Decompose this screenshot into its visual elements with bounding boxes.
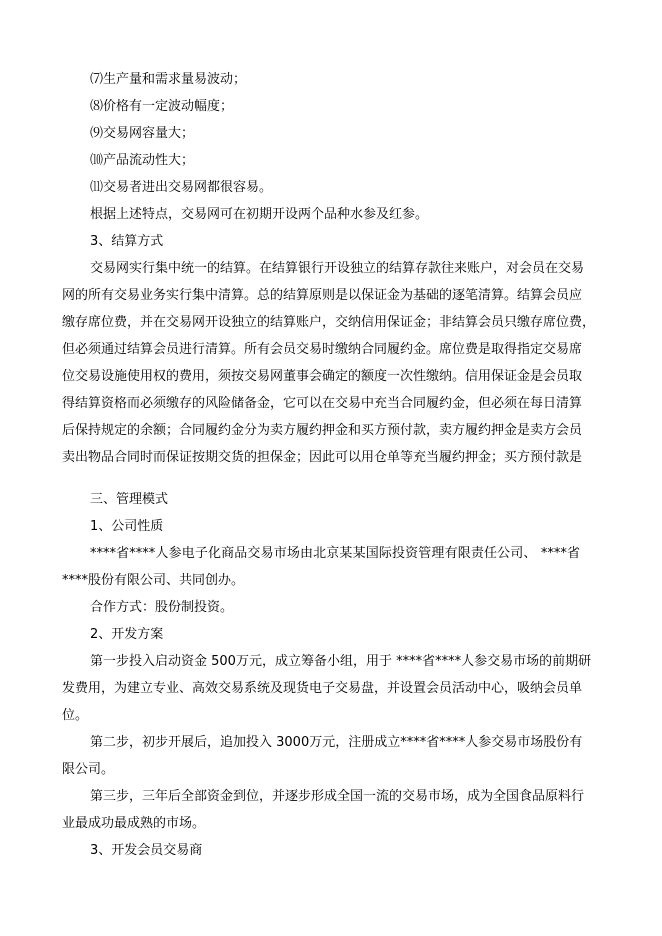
heading-management: 三、管理模式 bbox=[90, 492, 169, 507]
step2-line: 第二步，初步开展后，追加投入 3000万元，注册成立****省****人参交易市场股份有 bbox=[90, 735, 583, 750]
company-line: ****股份有限公司、共同创办。 bbox=[62, 573, 245, 588]
list-item-7: ⑺生产量和需求量易波动； bbox=[90, 72, 247, 87]
list-item-9: ⑼交易网容量大； bbox=[90, 126, 195, 141]
settlement-line: 后保持规定的余额；合同履约金分为卖方履约押金和买方预付款，卖方履约押金是卖方会员 bbox=[62, 423, 583, 438]
settlement-line: 卖出物品合同时而保证按期交货的担保金；因此可以用仓单等充当履约押金；买方预付款是 bbox=[62, 450, 583, 465]
step2-line: 限公司。 bbox=[62, 762, 115, 777]
company-line: ****省****人参电子化商品交易市场由北京某某国际投资管理有限责任公司、 ****省 bbox=[90, 546, 580, 561]
settlement-line: 缴存席位费，并在交易网开设独立的结算账户，交纳信用保证金；非结算会员只缴存席位费， bbox=[62, 315, 596, 330]
settlement-line: 网的所有交易业务实行集中清算。总的结算原则是以保证金为基础的逐笔清算。结算会员应 bbox=[62, 288, 583, 303]
paragraph-summary: 根据上述特点，交易网可在初期开设两个品种水参及红参。 bbox=[90, 207, 429, 222]
settlement-line: 交易网实行集中统一的结算。在结算银行开设独立的结算存款往来账户，对会员在交易 bbox=[90, 261, 585, 276]
heading-company: 1、公司性质 bbox=[90, 519, 164, 534]
cooperation-mode: 合作方式：股份制投资。 bbox=[90, 600, 234, 615]
heading-development: 2、开发方案 bbox=[90, 627, 164, 642]
list-item-11: ⑾交易者进出交易网都很容易。 bbox=[90, 180, 273, 195]
settlement-line: 但必须通过结算会员进行清算。所有会员交易时缴纳合同履约金。席位费是取得指定交易席 bbox=[62, 342, 583, 357]
step1-line: 第一步投入启动资金 500万元，成立筹备小组，用于 ****省****人参交易市场的前期研 bbox=[90, 654, 592, 669]
settlement-line: 位交易设施使用权的费用，须按交易网董事会确定的额度一次性缴纳。信用保证金是会员取 bbox=[62, 369, 583, 384]
step1-line: 发费用，为建立专业、高效交易系统及现货电子交易盘，并设置会员活动中心，吸纳会员单 bbox=[62, 681, 583, 696]
heading-settlement: 3、结算方式 bbox=[90, 234, 164, 249]
step3-line: 业最成功最成熟的市场。 bbox=[62, 816, 206, 831]
step3-line: 第三步，三年后全部资金到位，并逐步形成全国一流的交易市场，成为全国食品原料行 bbox=[90, 789, 585, 804]
list-item-10: ⑽产品流动性大； bbox=[90, 153, 195, 168]
settlement-line: 得结算资格而必须缴存的风险储备金，它可以在交易中充当合同履约金，但必须在每日清算 bbox=[62, 396, 583, 411]
step1-line: 位。 bbox=[62, 708, 89, 723]
list-item-8: ⑻价格有一定波动幅度； bbox=[90, 99, 234, 114]
heading-member-dealers: 3、开发会员交易商 bbox=[90, 843, 203, 858]
